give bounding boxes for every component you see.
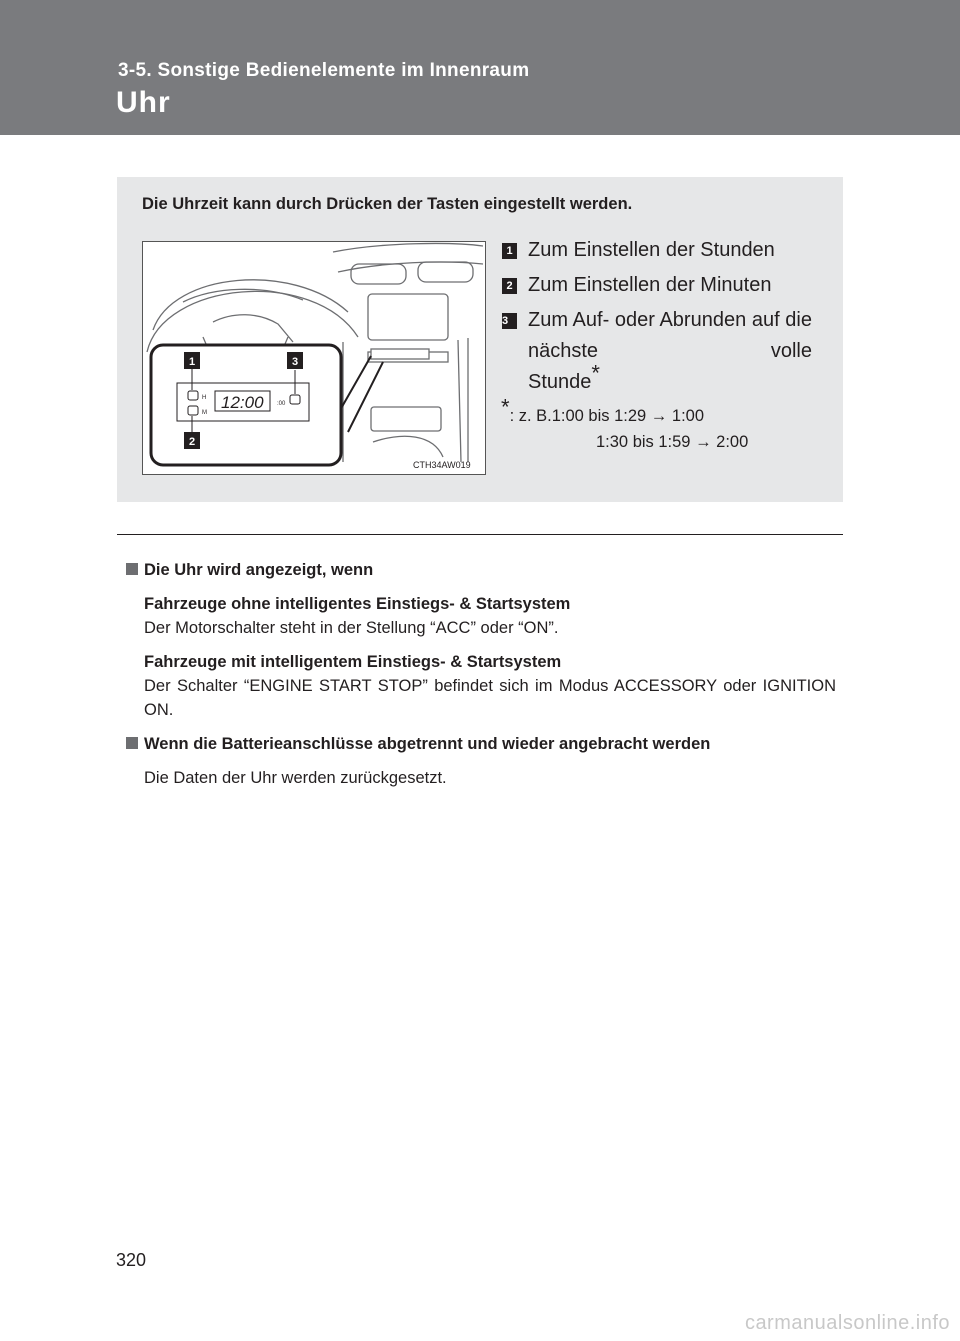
section-heading-2 [124,732,836,756]
panel-intro: Die Uhrzeit kann durch Drücken der Tasten eingestellt werden. [142,195,633,213]
sub-text-1: Der Motorschalter steht in der Stellung “ACC” oder “ON”. [144,619,559,637]
footnote-marker: * [591,360,600,386]
footnote-line-1: : z. B.1:00 bis 1:29 → 1:00 [509,407,705,425]
legend-badge-1: 1 [502,243,517,259]
bullet-square-icon [126,563,138,575]
section-2-text: Die Daten der Uhr werden zurückgesetzt. [144,769,447,787]
legend-badge-2: 2 [502,278,517,294]
legend-text-2: Zum Einstellen der Minuten [528,274,772,296]
callout-3: 3 [291,356,299,368]
callout-1: 1 [188,356,196,368]
legend-tail: Stunde [528,371,592,393]
hour-button-label: H [202,395,207,401]
body-text [124,558,836,800]
section-title: 3-5. Sonstige Bedienelemente im Innenraum [118,60,530,81]
legend-item-2 [502,270,812,301]
callout-2: 2 [188,436,196,448]
section-1-content [124,592,836,722]
sub-heading-2: Fahrzeuge mit intelligentem Einstiegs- & Startsystem [144,653,562,671]
legend-text-3: Zum Auf- oder Abrunden auf die nächste volle [528,309,812,362]
section-heading-1 [124,558,836,582]
callout-legend [502,235,812,398]
minute-button-label: M [202,410,207,416]
page-header [0,0,960,135]
sub-heading-1: Fahrzeuge ohne intelligentes Einstiegs- & Startsystem [144,595,571,613]
section-heading-2-text: Wenn die Batterieanschlüsse abgetrennt und wieder angebracht werden [144,735,711,753]
info-panel [117,177,843,502]
bullet-square-icon [126,737,138,749]
clock-display: 12:00 [221,393,264,412]
footnote-star: * [501,394,510,420]
illustration-code: CTH34AW019 [413,460,471,470]
legend-item-1 [502,235,812,266]
dashboard-illustration [142,241,486,475]
section-heading-1-text: Die Uhr wird angezeigt, wenn [144,561,374,579]
legend-item-3 [502,305,812,367]
sub-text-2: Der Schalter “ENGINE START STOP” befindet sich im Modus ACCESSORY oder IGNITION ON. [144,677,836,719]
footnote [501,394,749,455]
watermark: carmanualsonline.info [744,1312,950,1334]
legend-text-3-tail [502,360,812,398]
footnote-line-2: 1:30 bis 1:59 → 2:00 [596,433,749,451]
divider [117,534,843,535]
legend-badge-3: 3 [502,313,517,329]
legend-text-1: Zum Einstellen der Stunden [528,239,775,261]
page-number: 320 [116,1250,147,1270]
page-title: Uhr [116,86,171,119]
dashboard-drawing [143,242,485,474]
round-button-label: :00 [277,401,286,407]
